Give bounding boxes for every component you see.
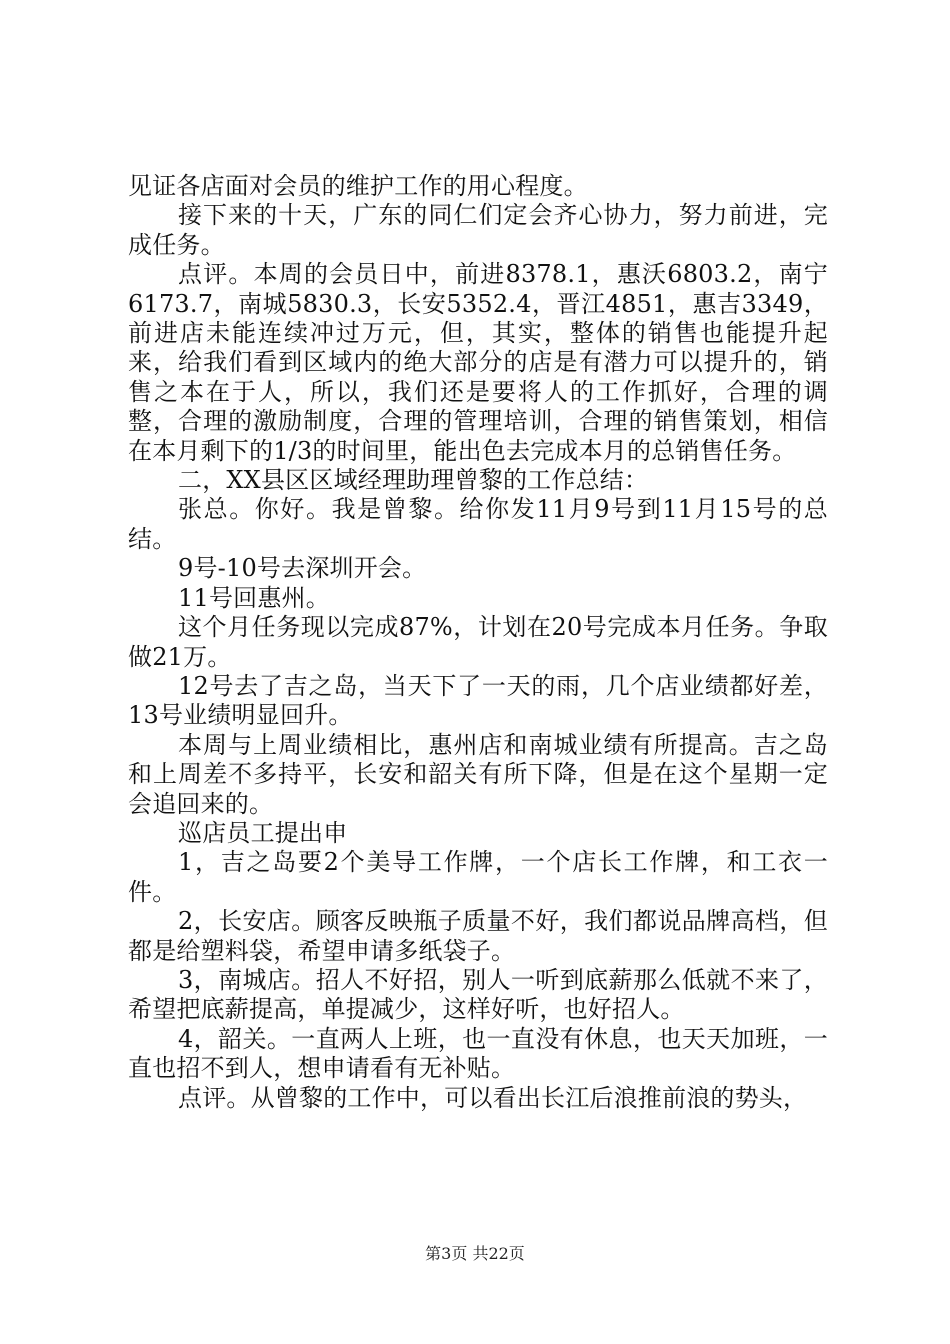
- paragraph-2: 接下来的十天，广东的同仁们定会齐心协力，努力前进，完成任务。: [128, 201, 828, 259]
- paragraph-16: 点评。从曾黎的工作中，可以看出长江后浪推前浪的势头，: [178, 1083, 808, 1112]
- paragraph-10: 本周与上周业绩相比，惠州店和南城业绩有所提高。吉之岛和上周差不多持平，长安和韶关有所下降，但是在这个星期一定会追回来的。: [128, 730, 828, 818]
- paragraph-6: 9号-10号去深圳开会。: [178, 554, 427, 583]
- page-number-footer: 第3页 共22页: [425, 1244, 525, 1263]
- paragraph-8: 这个月任务现以完成87%，计划在20号完成本月任务。争取做21万。: [128, 613, 828, 671]
- paragraph-3: 点评。本周的会员日中，前进8378.1，惠沃6803.2，南宁6173.7，南城5830.3，长安5352.4，晋江4851，惠吉3349，前进店未能连续冲过万元，但，其实，整体的销售也能提升起来，给我们看到区域内的绝大部分的店是有潜力可以提升的，销售之本在于人，所以，我们还是要将人的工作抓好，合理的调整，合理的激励制度，合理的管理培训，合理的销售策划，相信在本月剩下的1/3的时间里，能出色去完成本月的总销售任务。: [128, 260, 828, 465]
- paragraph-5: 张总。你好。我是曾黎。给你发11月9号到11月15号的总结。: [128, 495, 828, 553]
- paragraph-12: 1，吉之岛要2个美导工作牌，一个店长工作牌，和工衣一件。: [128, 848, 828, 906]
- paragraph-14: 3，南城店。招人不好招，别人一听到底薪那么低就不来了，希望把底薪提高，单提减少，这样好听，也好招人。: [128, 965, 828, 1024]
- paragraph-15: 4，韶关。一直两人上班，也一直没有休息，也天天加班，一直也招不到人，想申请看有无补贴。: [128, 1024, 828, 1083]
- paragraph-7: 11号回惠州。: [178, 583, 330, 612]
- paragraph-13: 2，长安店。顾客反映瓶子质量不好，我们都说品牌高档，但都是给塑料袋，希望申请多纸袋子。: [128, 907, 828, 965]
- document-body: [128, 172, 828, 1113]
- paragraph-11: 巡店员工提出申: [178, 818, 348, 847]
- paragraph-9: 12号去了吉之岛，当天下了一天的雨，几个店业绩都好差，13号业绩明显回升。: [128, 671, 828, 730]
- paragraph-1: 见证各店面对会员的维护工作的用心程度。: [128, 172, 588, 200]
- paragraph-4-heading: 二，XX县区区域经理助理曾黎的工作总结：: [178, 466, 649, 495]
